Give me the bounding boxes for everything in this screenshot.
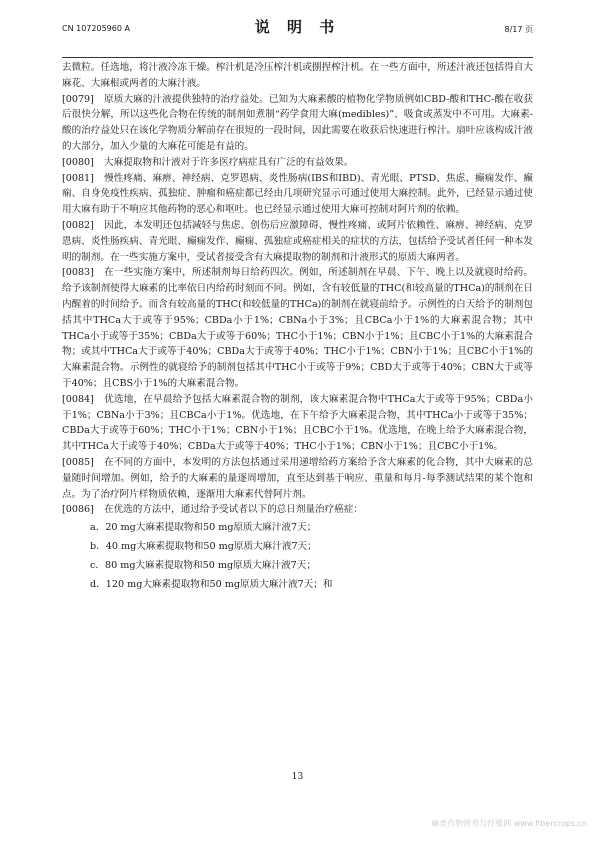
paragraph-number: [0082] [62,219,94,231]
watermark: 麻类作物营养与纤维网 www.fibercrops.cn [431,819,587,828]
paragraph-0081 [62,171,533,218]
paragraph-text: 在不同的方面中，本发明的方法包括通过采用递增给药方案给予含大麻素的化合物，其中大麻素的总量随时间增加。例如，给予的大麻素的量逐周增加，直至达到基于响应、重量和每月-每季测试结果的某个饱和点。为了治疗阿片样物质依赖，逐渐用大麻素代替阿片剂。 [62,456,533,500]
list-item: d．120 mg大麻素提取物和50 mg原质大麻汁液7天；和 [90,579,333,591]
paragraph-0080 [62,155,533,171]
page-header [62,12,533,40]
list-item: a．20 mg大麻素提取物和50 mg原质大麻汁液7天； [90,522,317,534]
paragraph-number: [0085] [62,456,94,468]
paragraph-number: [0081] [62,172,94,184]
paragraph-text: 慢性疼痛、麻痹、神经病、克罗恩病、炎性肠病(IBS和IBD)、青光眼、PTSD、焦虑、癫痫发作、癫痫、自身免疫性疾病、孤独症、肿瘤和癌症都已经由几项研究显示可通过使用大麻控制。此外，已经显示通过使用大麻有助于不响应其他药物的恶心和呕吐。也已经显示通过使用大麻可控制对阿片剂的依赖。 [62,172,533,216]
paragraph-0083 [62,265,533,391]
paragraph-text: 去微粒。任选地，将汁液冷冻干燥。榨汁机是冷压榨汁机或捌捏榨汁机。在一些方面中，所述汁液还包括得自大麻花、大麻根或两者的大麻汁液。 [62,62,533,89]
paragraph-number: [0084] [62,393,94,405]
list-item: c．80 mg大麻素提取物和50 mg原质大麻汁液7天； [90,560,316,572]
paragraph-text: 在优选的方法中，通过给予受试者以下的总日剂量治疗癌症： [104,504,364,516]
paragraph-number: [0080] [62,156,94,168]
publication-number: CN 107205960 A [62,24,130,33]
paragraph-text: 在一些实施方案中，所述制剂每日给药四次。例如，所述制剂在早晨、下午、晚上以及就寝时给药。给予该制剂使得大麻素的比率依日内给药时刻而不同。例如，含有较低量的THC(和较高量的THCa)的制剂在日内醒着的时间给予。而含有较高量的THC(和较低量的THCa)的制剂在就寝前给予。示例性的白天给予的制剂包括其中THCa大于或等于95%；CBDa小于1%；CBNa小于3%；且CBCa小于1%的大麻素混合物；其中THCa小于或等于35%；CBDa大于或等于60%；THC小于1%；CBN小于1%；且CBC小于1%的大麻素混合物；或其中THCa大于或等于40%；CBDa大于或等于40%；THC小于1%；CBN小于1%；且CBC小于1%的大麻素混合物。示例性的就寝给予的制剂包括其中THC小于或等于9%；CBD大于或等于40%；CBN大于或等于40%；且CBS小于1%的大麻素混合物。 [62,267,533,389]
paragraph-number: [0079] [62,93,94,105]
page-number: 13 [291,772,304,782]
list-item: b．40 mg大麻素提取物和50 mg原质大麻汁液7天； [90,541,317,553]
paragraph-number: [0086] [62,504,94,516]
header-divider [62,57,533,58]
paragraph-text: 大麻提取物和汁液对于许多医疗病症具有广泛的有益效果。 [104,156,354,168]
paragraph-0086 [62,502,533,518]
paragraph-continuation [62,60,533,92]
paragraph-text: 原质大麻的汁液提供独特的治疗益处。已知为大麻素酸的植物化学物质例如CBD-酸和THC-酸在收获后很快分解，所以这些化合物在传统的制剂如煮制“药学食用大麻(medibles)”、吸食或蒸发中不可用。大麻素-酸的治疗益处只在该化学物质分解前存在很短的一段时间，因此需要在收获后快速进行榨汁。扇叶应该构成汁液的大部分，加入少量的大麻花可能是有益的。 [62,93,533,152]
document-body [62,60,533,594]
page-count: 8/17 页 [504,25,533,34]
paragraph-0079 [62,92,533,155]
paragraph-text: 优选地，在早晨给予包括大麻素混合物的制剂，该大麻素混合物中THCa大于或等于95%；CBDa小于1%；CBNa小于3%；且CBCa小于1%。优选地，在下午给予大麻素混合物，其中THCa小于或等于35%；CBDa大于或等于60%；THC小于1%；CBN小于1%；且CBC小于1%。优选地，在晚上给予大麻素混合物，其中THCa大于或等于40%；CBDa大于或等于40%；THC小于1%；CBN小于1%；且CBC小于1%。 [62,393,533,453]
paragraph-0082 [62,218,533,265]
paragraph-0084 [62,392,533,455]
paragraph-number: [0083] [62,267,94,279]
document-title: 说 明 书 [254,18,341,36]
dose-list [62,518,533,594]
paragraph-0085 [62,455,533,502]
paragraph-text: 因此，本发明还包括减轻与焦虑、创伤后应激障碍、慢性疼痛、或阿片依赖性、麻痹、神经病、克罗恩病、炎性肠疾病、青光眼、癫痫发作、癫痫、孤独症或癌症相关的症状的方法，包括给予受试者任何一种本发明的制剂。在一些实施方案中，受试者接受含有大麻提取物的制剂和汁液形式的原质大麻两者。 [62,219,533,263]
